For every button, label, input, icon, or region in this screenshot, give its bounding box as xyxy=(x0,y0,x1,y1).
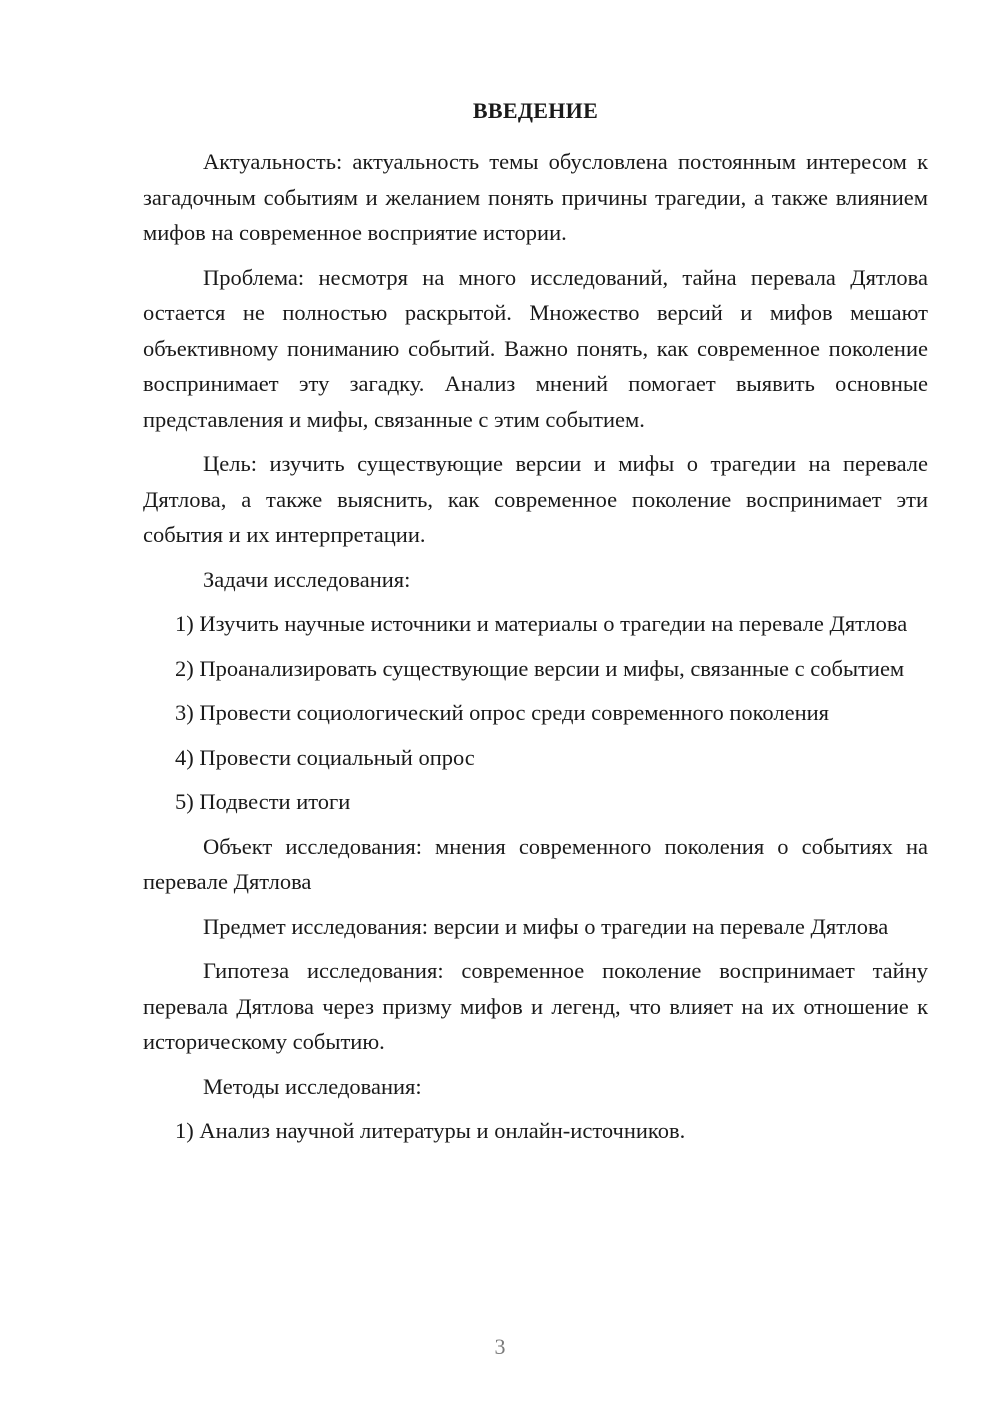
object-paragraph: Объект исследования: мнения современного поколения о событиях на перевале Дятлова xyxy=(143,833,928,894)
task-item: 3) Провести социологический опрос среди современного поколения xyxy=(175,700,830,725)
relevance-paragraph: Актуальность: актуальность темы обусловлена постоянным интересом к загадочным событиям и желанием понять причины трагедии, а также влиянием мифов на современное восприятие истории. xyxy=(143,149,928,245)
task-item: 1) Изучить научные источники и материалы о трагедии на перевале Дятлова xyxy=(175,611,908,636)
methods-heading: Методы исследования: xyxy=(203,1073,422,1099)
tasks-heading: Задачи исследования: xyxy=(203,566,411,592)
task-item: 5) Подвести итоги xyxy=(175,789,351,814)
method-item: 1) Анализ научной литературы и онлайн-источников. xyxy=(175,1118,686,1143)
document-page xyxy=(143,96,928,1158)
page-title: ВВЕДЕНИЕ xyxy=(472,98,599,123)
task-item: 2) Проанализировать существующие версии и мифы, связанные с событием xyxy=(175,655,905,681)
subject-paragraph: Предмет исследования: версии и мифы о трагедии на перевале Дятлова xyxy=(203,913,889,939)
page-number: 3 xyxy=(494,1334,506,1359)
task-item: 4) Провести социальный опрос xyxy=(175,744,475,770)
hypothesis-paragraph: Гипотеза исследования: современное поколение воспринимает тайну перевала Дятлова через призму мифов и легенд, что влияет на их отношение к историческому событию. xyxy=(143,958,928,1054)
goal-paragraph: Цель: изучить существующие версии и мифы о трагедии на перевале Дятлова, а также выяснить, как современное поколение воспринимает эти события и их интерпретации. xyxy=(143,451,928,547)
problem-paragraph: Проблема: несмотря на много исследований, тайна перевала Дятлова остается не полностью раскрытой. Множество версий и мифов мешают объективному пониманию событий. Важно понять, как современное поколение воспринимает эту загадку. Анализ мнений помогает выявить основные представления и мифы, связанные с этим событием. xyxy=(143,264,928,432)
